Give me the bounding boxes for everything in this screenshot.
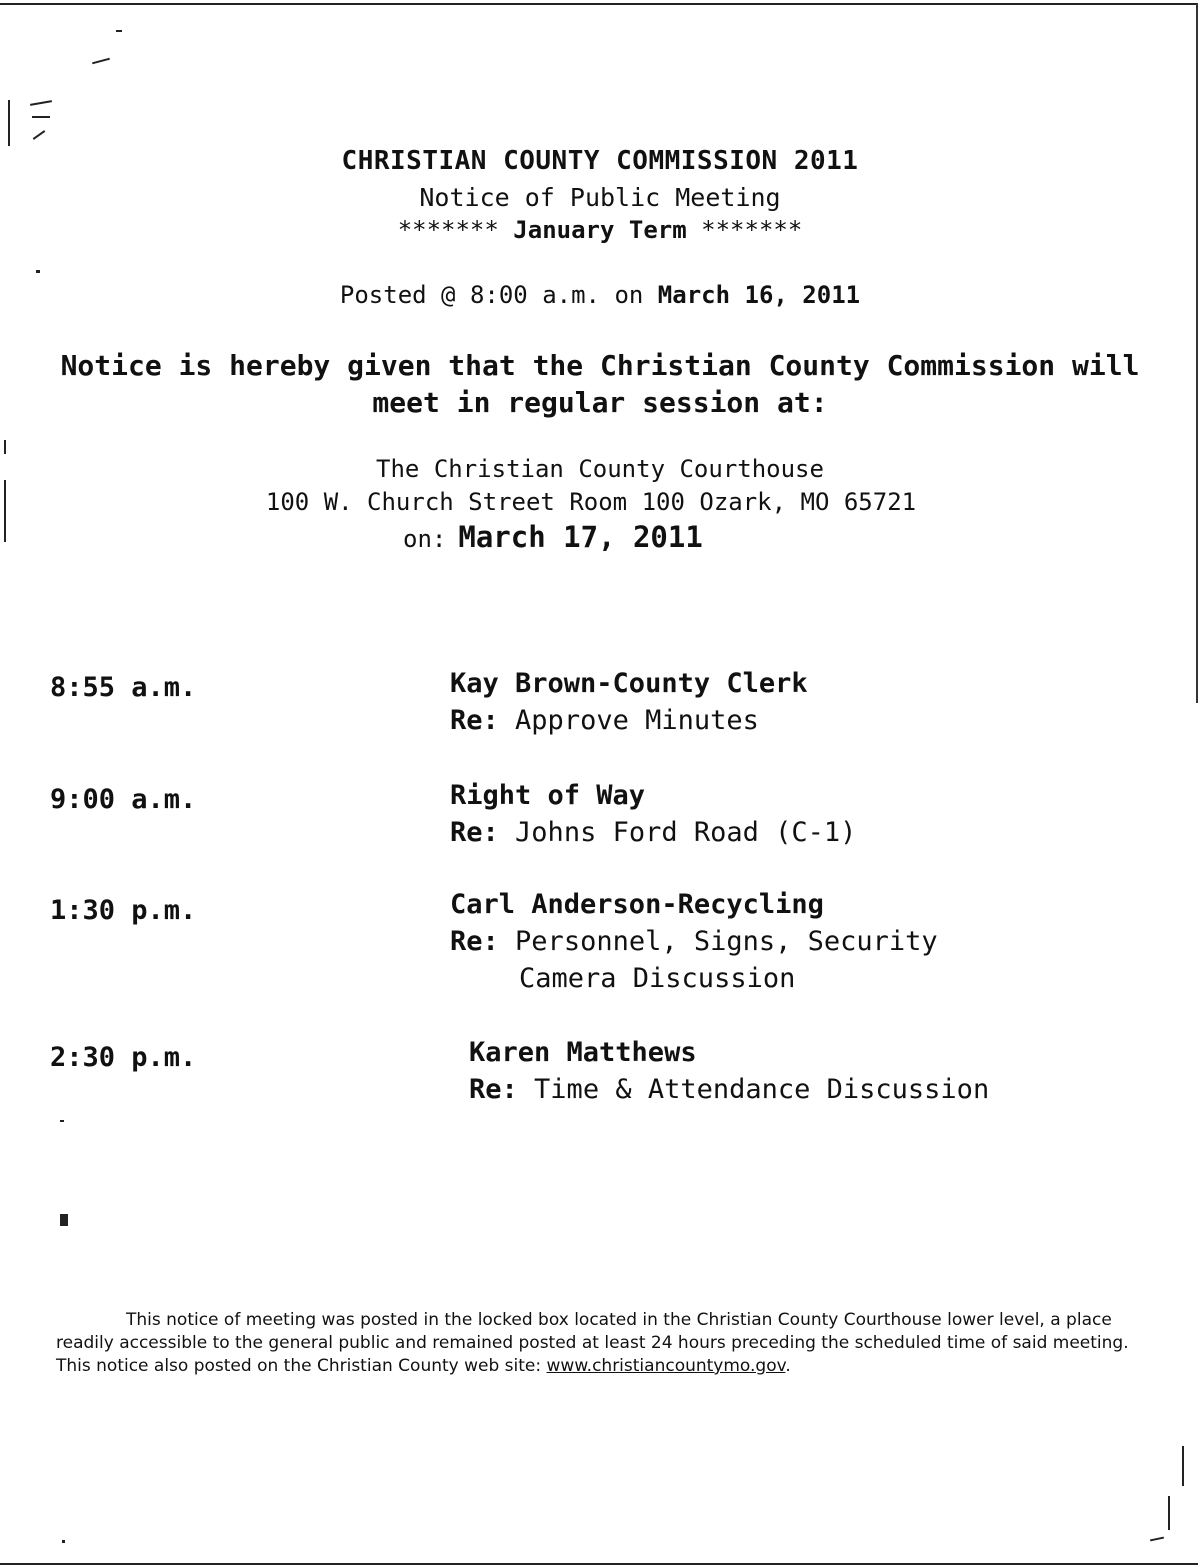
scan-speck	[4, 440, 6, 454]
agenda-subject-continued: Camera Discussion	[519, 963, 796, 994]
agenda-presenter: Right of Way	[450, 780, 646, 811]
agenda-item	[450, 665, 808, 739]
agenda-subject-line	[450, 702, 808, 739]
term-stars-left: *******	[397, 216, 499, 244]
agenda-re-label: Re:	[469, 1074, 518, 1105]
scan-speck	[33, 130, 46, 140]
venue-address: 100 W. Church Street Room 100 Ozark, MO 65721	[265, 488, 917, 516]
meeting-date-line	[403, 520, 703, 554]
scan-speck	[1168, 1496, 1170, 1530]
agenda-item	[450, 886, 938, 997]
scan-speck	[30, 100, 52, 106]
scan-speck	[36, 270, 40, 273]
agenda-item	[469, 1034, 989, 1108]
agenda-presenter: Carl Anderson-Recycling	[450, 889, 824, 920]
agenda-subject: Personnel, Signs, Security	[515, 926, 938, 957]
agenda-time: 8:55 a.m.	[50, 672, 197, 703]
term-line	[0, 216, 1200, 244]
document-subtitle: Notice of Public Meeting	[419, 183, 781, 212]
document-title: CHRISTIAN COUNTY COMMISSION 2011	[341, 146, 859, 176]
page-edge-bottom	[0, 1563, 1198, 1565]
agenda-presenter: Karen Matthews	[469, 1037, 697, 1068]
agenda-subject: Approve Minutes	[515, 705, 759, 736]
scan-speck	[8, 100, 10, 146]
posting-statement-text: This notice of meeting was posted in the locked box located in the Christian County Courthouse lower level, a place readily accessible to the general public and remained posted at least 24 hours preceding the scheduled time of said meeting. This notice also posted on the Christian County web site:	[56, 1310, 1129, 1376]
venue-name: The Christian County Courthouse	[376, 455, 824, 483]
scan-speck	[116, 30, 122, 32]
page-edge-right	[1196, 3, 1198, 703]
agenda-re-label: Re:	[450, 705, 499, 736]
agenda-presenter: Kay Brown-County Clerk	[450, 668, 808, 699]
agenda-item	[450, 777, 856, 851]
scan-speck	[60, 1120, 64, 1122]
scan-speck	[60, 1214, 68, 1226]
scan-speck	[62, 1540, 65, 1543]
agenda-time: 2:30 p.m.	[50, 1042, 197, 1073]
meeting-date: March 17, 2011	[458, 520, 703, 554]
agenda-subject-line	[469, 1071, 989, 1108]
term-name: January Term	[513, 216, 687, 244]
agenda-subject: Time & Attendance Discussion	[534, 1074, 990, 1105]
county-website-link[interactable]: www.christiancountymo.gov	[546, 1356, 786, 1376]
agenda-time: 1:30 p.m.	[50, 895, 197, 926]
agenda-subject: Johns Ford Road (C-1)	[515, 817, 857, 848]
page-edge-top	[0, 3, 1198, 5]
scan-speck	[1150, 1537, 1164, 1542]
agenda-subject-line	[450, 814, 856, 851]
scan-speck	[1182, 1446, 1184, 1486]
scan-speck	[92, 58, 110, 65]
posting-statement	[56, 1309, 1146, 1378]
posted-line	[0, 281, 1200, 309]
scan-speck	[32, 116, 50, 118]
meeting-date-label: on:	[403, 525, 447, 553]
agenda-re-label: Re:	[450, 926, 499, 957]
agenda-re-label: Re:	[450, 817, 499, 848]
posting-statement-end: .	[785, 1356, 791, 1376]
posted-prefix: Posted @ 8:00 a.m. on	[339, 281, 644, 309]
agenda-time: 9:00 a.m.	[50, 784, 197, 815]
term-stars-right: *******	[701, 216, 803, 244]
posted-date: March 16, 2011	[657, 281, 861, 309]
agenda-subject-line	[450, 923, 938, 960]
notice-statement: Notice is hereby given that the Christian County Commission will meet in regular session at:	[60, 349, 1140, 419]
